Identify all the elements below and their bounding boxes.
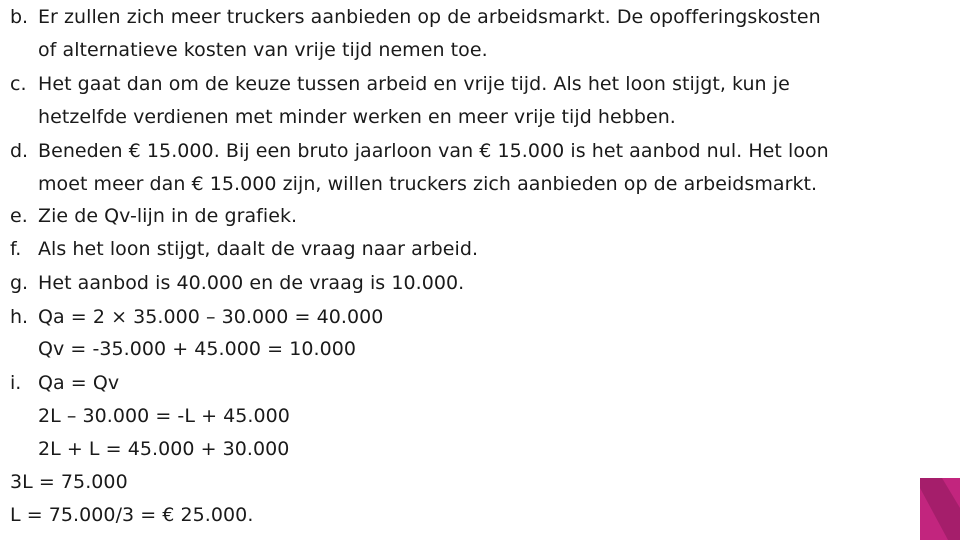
item-label-c: c.: [10, 73, 27, 95]
item-label-i: i.: [10, 372, 22, 394]
tail-line-1: 3L = 75.000: [10, 471, 128, 493]
item-i-line-3: 2L + L = 45.000 + 30.000: [38, 438, 290, 460]
item-b-line-1: Er zullen zich meer truckers aanbieden op de arbeidsmarkt. De opofferingskosten: [38, 6, 821, 28]
item-d-line-2: moet meer dan € 15.000 zijn, willen truckers zich aanbieden op de arbeidsmarkt.: [38, 173, 818, 195]
item-label-h: h.: [10, 306, 29, 328]
item-g-line-1: Het aanbod is 40.000 en de vraag is 10.000.: [38, 272, 465, 294]
item-label-g: g.: [10, 272, 29, 294]
item-c-line-1: Het gaat dan om de keuze tussen arbeid en vrije tijd. Als het loon stijgt, kun je: [38, 73, 790, 95]
item-f-line-1: Als het loon stijgt, daalt de vraag naar arbeid.: [38, 238, 479, 260]
item-c-line-2: hetzelfde verdienen met minder werken en meer vrije tijd hebben.: [38, 106, 676, 128]
item-label-e: e.: [10, 205, 28, 227]
item-h-line-2: Qv = -35.000 + 45.000 = 10.000: [38, 338, 356, 360]
item-label-f: f.: [10, 238, 22, 260]
item-i-line-1: Qa = Qv: [38, 372, 120, 394]
item-d-line-1: Beneden € 15.000. Bij een bruto jaarloon van € 15.000 is het aanbod nul. Het loon: [38, 140, 829, 162]
item-i-line-2: 2L – 30.000 = -L + 45.000: [38, 405, 290, 427]
item-label-d: d.: [10, 140, 29, 162]
item-label-b: b.: [10, 6, 29, 28]
item-h-line-1: Qa = 2 × 35.000 – 30.000 = 40.000: [38, 306, 384, 328]
corner-accent-shape: [920, 478, 960, 540]
item-b-line-2: of alternatieve kosten van vrije tijd nemen toe.: [38, 39, 488, 61]
item-e-line-1: Zie de Qv-lijn in de grafiek.: [38, 205, 298, 227]
tail-line-2: L = 75.000/3 = € 25.000.: [10, 504, 254, 526]
